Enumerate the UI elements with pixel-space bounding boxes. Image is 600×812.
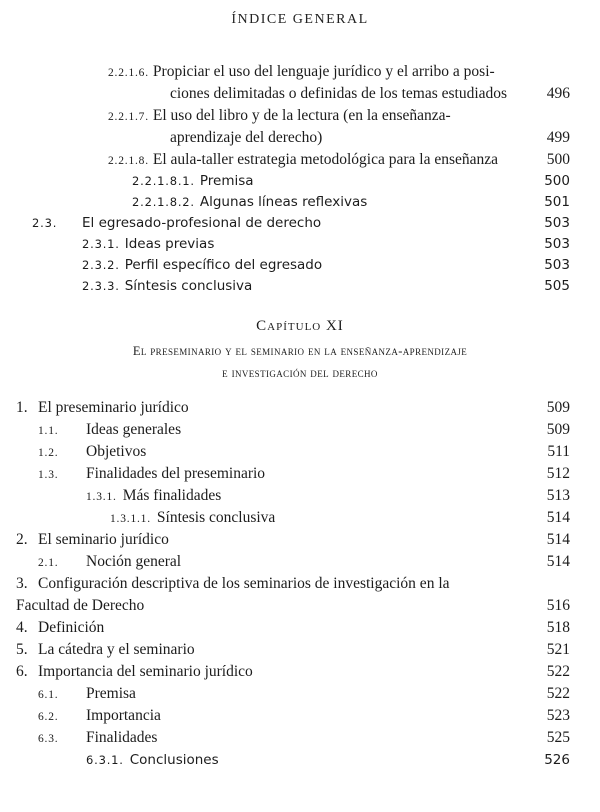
entry-number: 1.2. xyxy=(38,447,59,459)
chapter-title: Capítulo XI xyxy=(256,318,344,334)
toc-entry-5 xyxy=(16,640,570,660)
running-header: ÍNDICE GENERAL xyxy=(231,12,369,27)
toc-entry-2-3 xyxy=(32,213,570,233)
entry-title: Importancia xyxy=(86,707,161,724)
entry-page: 499 xyxy=(546,129,570,146)
entry-title: Ideas generales xyxy=(86,421,182,438)
entry-page: 511 xyxy=(547,443,570,460)
entry-title-cont: ciones delimitadas o definidas de los temas estudiados xyxy=(170,85,508,102)
entry-page: 525 xyxy=(546,729,570,746)
entry-number: 6.2. xyxy=(38,711,59,723)
entry-page: 514 xyxy=(546,509,570,526)
entry-number: 2.3.1. xyxy=(82,237,120,251)
entry-title: Definición xyxy=(38,619,105,636)
toc-entry-1-2 xyxy=(38,442,570,462)
chapter-subtitle-line-1: El preseminario y el seminario en la enseñanza-aprendizaje xyxy=(132,344,468,358)
entry-page: 500 xyxy=(544,173,570,189)
entry-number: 6. xyxy=(16,663,28,680)
entry-number: 6.1. xyxy=(38,689,59,701)
entry-title: Noción general xyxy=(86,553,182,570)
entry-title: El egresado-profesional de derecho xyxy=(82,215,322,231)
entry-number: 2.2.1.6. xyxy=(108,67,149,79)
entry-page: 503 xyxy=(544,215,570,231)
entry-title: Objetivos xyxy=(86,443,147,460)
toc-entry-2-2-1-7 xyxy=(108,106,570,126)
entry-title: El preseminario jurídico xyxy=(38,399,189,416)
entry-number: 1. xyxy=(16,399,28,416)
entry-number: 3. xyxy=(16,575,28,592)
entry-title: Ideas previas xyxy=(124,236,215,252)
entry-page: 514 xyxy=(546,531,570,548)
entry-number: 6.3.1. xyxy=(86,753,124,767)
toc-entry-6-3 xyxy=(38,728,570,748)
entry-title: Síntesis conclusiva xyxy=(124,278,253,294)
entry-title: Conclusiones xyxy=(129,752,219,768)
entry-title: Premisa xyxy=(199,173,254,189)
entry-page: 503 xyxy=(544,257,570,273)
entry-page: 513 xyxy=(546,487,570,504)
entry-title: Propiciar el uso del lenguaje jurídico y el arribo a posi- xyxy=(152,63,495,80)
toc-entry-4 xyxy=(16,618,570,638)
entry-number: 2.3.3. xyxy=(82,279,120,293)
toc-entry-2-3-1 xyxy=(82,234,570,254)
toc-entry-2-2-1-7-cont xyxy=(170,128,570,148)
entry-page: 518 xyxy=(546,619,570,636)
entry-number: 5. xyxy=(16,641,28,658)
toc-entry-6-3-1 xyxy=(86,750,570,770)
toc-entry-2-1 xyxy=(38,552,570,572)
toc-entry-1-3-1-1 xyxy=(110,508,570,528)
entry-number: 2.2.1.8.2. xyxy=(132,195,195,209)
entry-number: 2.1. xyxy=(38,557,59,569)
toc-entry-6 xyxy=(16,662,570,682)
entry-number: 2.2.1.8. xyxy=(108,155,149,167)
entry-title: Finalidades xyxy=(86,729,158,746)
entry-page: 512 xyxy=(546,465,570,482)
entry-title: El uso del libro y de la lectura (en la enseñanza- xyxy=(152,107,451,124)
entry-page: 496 xyxy=(546,85,570,102)
entry-page: 509 xyxy=(546,399,570,416)
entry-number: 1.3.1.1. xyxy=(110,513,151,525)
entry-number: 1.1. xyxy=(38,425,59,437)
entry-title: Perfil específico del egresado xyxy=(124,257,323,273)
entry-title-cont: Facultad de Derecho xyxy=(16,597,145,614)
entry-number: 2.3. xyxy=(32,216,58,230)
toc-entry-2-2-1-8-1 xyxy=(132,171,570,191)
entry-page: 505 xyxy=(544,278,570,294)
toc-entry-6-2 xyxy=(38,706,570,726)
toc-entry-1-1 xyxy=(38,420,570,440)
toc-entry-2 xyxy=(16,530,570,550)
entry-number: 4. xyxy=(16,619,28,636)
entry-page: 522 xyxy=(546,685,570,702)
entry-page: 500 xyxy=(546,151,570,168)
entry-title: Algunas líneas reflexivas xyxy=(199,194,368,210)
toc-entry-3-cont xyxy=(16,596,570,616)
toc-entry-1 xyxy=(16,398,570,418)
entry-page: 509 xyxy=(546,421,570,438)
toc-entry-2-2-1-6 xyxy=(108,62,570,82)
toc-entry-1-3 xyxy=(38,464,570,484)
entry-number: 2. xyxy=(16,531,28,548)
entry-title: La cátedra y el seminario xyxy=(38,641,195,658)
toc-entry-2-3-3 xyxy=(82,276,570,296)
chapter-subtitle-line-2: e investigación del derecho xyxy=(222,366,378,380)
entry-title: El seminario jurídico xyxy=(38,531,169,548)
entry-page: 514 xyxy=(546,553,570,570)
entry-number: 6.3. xyxy=(38,733,59,745)
entry-title: Finalidades del preseminario xyxy=(86,465,266,482)
entry-title: Importancia del seminario jurídico xyxy=(38,663,253,680)
entry-number: 2.3.2. xyxy=(82,258,120,272)
entry-number: 1.3.1. xyxy=(86,491,117,503)
entry-page: 521 xyxy=(546,641,570,658)
entry-number: 2.2.1.7. xyxy=(108,111,149,123)
entry-page: 503 xyxy=(544,236,570,252)
entry-number: 1.3. xyxy=(38,469,59,481)
toc-entry-2-2-1-6-cont xyxy=(170,84,570,104)
entry-page: 516 xyxy=(546,597,570,614)
toc-entry-3 xyxy=(16,574,570,594)
entry-title: Configuración descriptiva de los seminarios de investigación en la xyxy=(38,575,450,592)
entry-title-cont: aprendizaje del derecho) xyxy=(170,129,323,146)
entry-title: El aula-taller estrategia metodológica para la enseñanza xyxy=(152,151,499,168)
entry-page: 523 xyxy=(546,707,570,724)
entry-title: Más finalidades xyxy=(122,487,222,504)
entry-title: Síntesis conclusiva xyxy=(156,509,276,526)
entry-page: 501 xyxy=(544,194,570,210)
toc-entry-2-2-1-8-2 xyxy=(132,192,570,212)
toc-entry-2-3-2 xyxy=(82,255,570,275)
entry-number: 2.2.1.8.1. xyxy=(132,174,195,188)
toc-entry-2-2-1-8 xyxy=(108,150,570,170)
entry-page: 526 xyxy=(544,752,570,768)
entry-title: Premisa xyxy=(86,685,136,702)
toc-entry-6-1 xyxy=(38,684,570,704)
toc-entry-1-3-1 xyxy=(86,486,570,506)
entry-page: 522 xyxy=(546,663,570,680)
